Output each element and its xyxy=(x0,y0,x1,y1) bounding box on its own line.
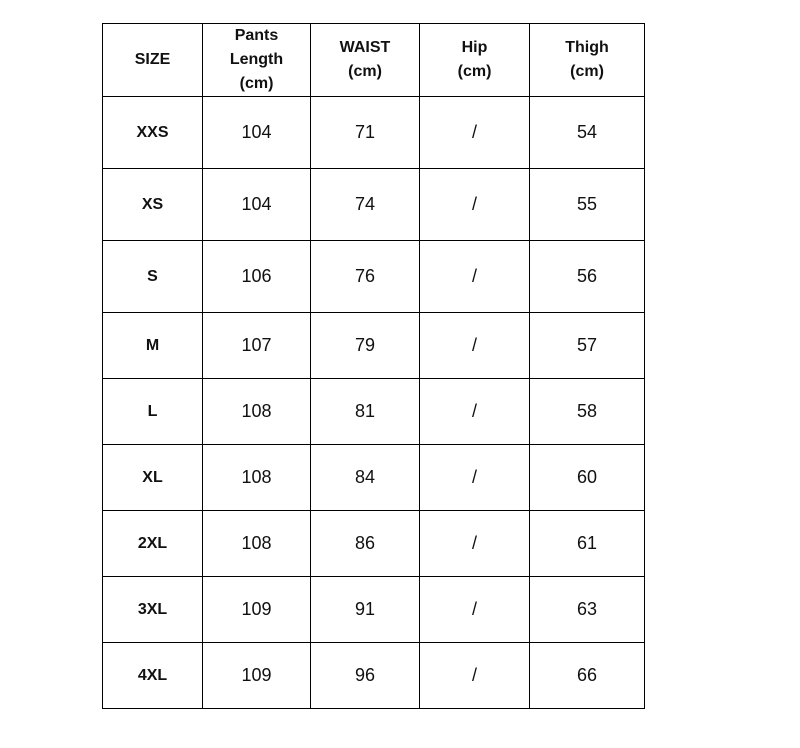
header-size xyxy=(103,24,203,97)
pants-length-cell: 108 xyxy=(203,445,311,511)
size-cell: 2XL xyxy=(103,511,203,577)
size-cell: M xyxy=(103,313,203,379)
waist-cell: 81 xyxy=(311,379,420,445)
size-cell: XXS xyxy=(103,97,203,169)
size-cell: XL xyxy=(103,445,203,511)
table-row xyxy=(103,313,645,379)
waist-cell: 96 xyxy=(311,643,420,709)
thigh-cell: 57 xyxy=(530,313,645,379)
header-thigh-unit: (cm) xyxy=(570,63,604,80)
header-hip xyxy=(420,24,530,97)
waist-cell: 74 xyxy=(311,169,420,241)
hip-cell: / xyxy=(420,643,530,709)
header-waist xyxy=(311,24,420,97)
table-row xyxy=(103,445,645,511)
thigh-cell: 63 xyxy=(530,577,645,643)
size-cell: S xyxy=(103,241,203,313)
size-cell: L xyxy=(103,379,203,445)
header-size-line: SIZE xyxy=(134,51,171,68)
pants-length-cell: 109 xyxy=(203,577,311,643)
waist-cell: 86 xyxy=(311,511,420,577)
thigh-cell: 61 xyxy=(530,511,645,577)
hip-cell: / xyxy=(420,241,530,313)
waist-cell: 71 xyxy=(311,97,420,169)
table-row xyxy=(103,169,645,241)
header-pants-length-line: Pants xyxy=(234,27,279,44)
header-pants-length-unit: (cm) xyxy=(239,75,274,92)
thigh-cell: 56 xyxy=(530,241,645,313)
pants-length-cell: 104 xyxy=(203,97,311,169)
hip-cell: / xyxy=(420,169,530,241)
table-row xyxy=(103,577,645,643)
thigh-cell: 55 xyxy=(530,169,645,241)
pants-length-cell: 104 xyxy=(203,169,311,241)
pants-length-cell: 107 xyxy=(203,313,311,379)
size-cell: XS xyxy=(103,169,203,241)
hip-cell: / xyxy=(420,577,530,643)
table-row xyxy=(103,511,645,577)
size-chart-table xyxy=(102,23,645,709)
thigh-cell: 60 xyxy=(530,445,645,511)
header-hip-line: Hip xyxy=(461,39,488,56)
table-row xyxy=(103,643,645,709)
hip-cell: / xyxy=(420,511,530,577)
waist-cell: 91 xyxy=(311,577,420,643)
header-waist-unit: (cm) xyxy=(348,63,382,80)
hip-cell: / xyxy=(420,313,530,379)
waist-cell: 79 xyxy=(311,313,420,379)
hip-cell: / xyxy=(420,379,530,445)
table-body xyxy=(103,97,645,709)
waist-cell: 84 xyxy=(311,445,420,511)
table-row xyxy=(103,241,645,313)
header-row xyxy=(103,24,645,97)
hip-cell: / xyxy=(420,445,530,511)
thigh-cell: 58 xyxy=(530,379,645,445)
header-pants-length xyxy=(203,24,311,97)
size-cell: 3XL xyxy=(103,577,203,643)
header-pants-length-line: Length xyxy=(229,51,284,68)
pants-length-cell: 109 xyxy=(203,643,311,709)
pants-length-cell: 108 xyxy=(203,379,311,445)
hip-cell: / xyxy=(420,97,530,169)
header-thigh xyxy=(530,24,645,97)
size-cell: 4XL xyxy=(103,643,203,709)
table-row xyxy=(103,379,645,445)
pants-length-cell: 108 xyxy=(203,511,311,577)
table-row xyxy=(103,97,645,169)
header-waist-line: WAIST xyxy=(339,39,391,56)
pants-length-cell: 106 xyxy=(203,241,311,313)
thigh-cell: 54 xyxy=(530,97,645,169)
header-hip-unit: (cm) xyxy=(457,63,492,80)
waist-cell: 76 xyxy=(311,241,420,313)
thigh-cell: 66 xyxy=(530,643,645,709)
header-thigh-line: Thigh xyxy=(565,39,609,56)
